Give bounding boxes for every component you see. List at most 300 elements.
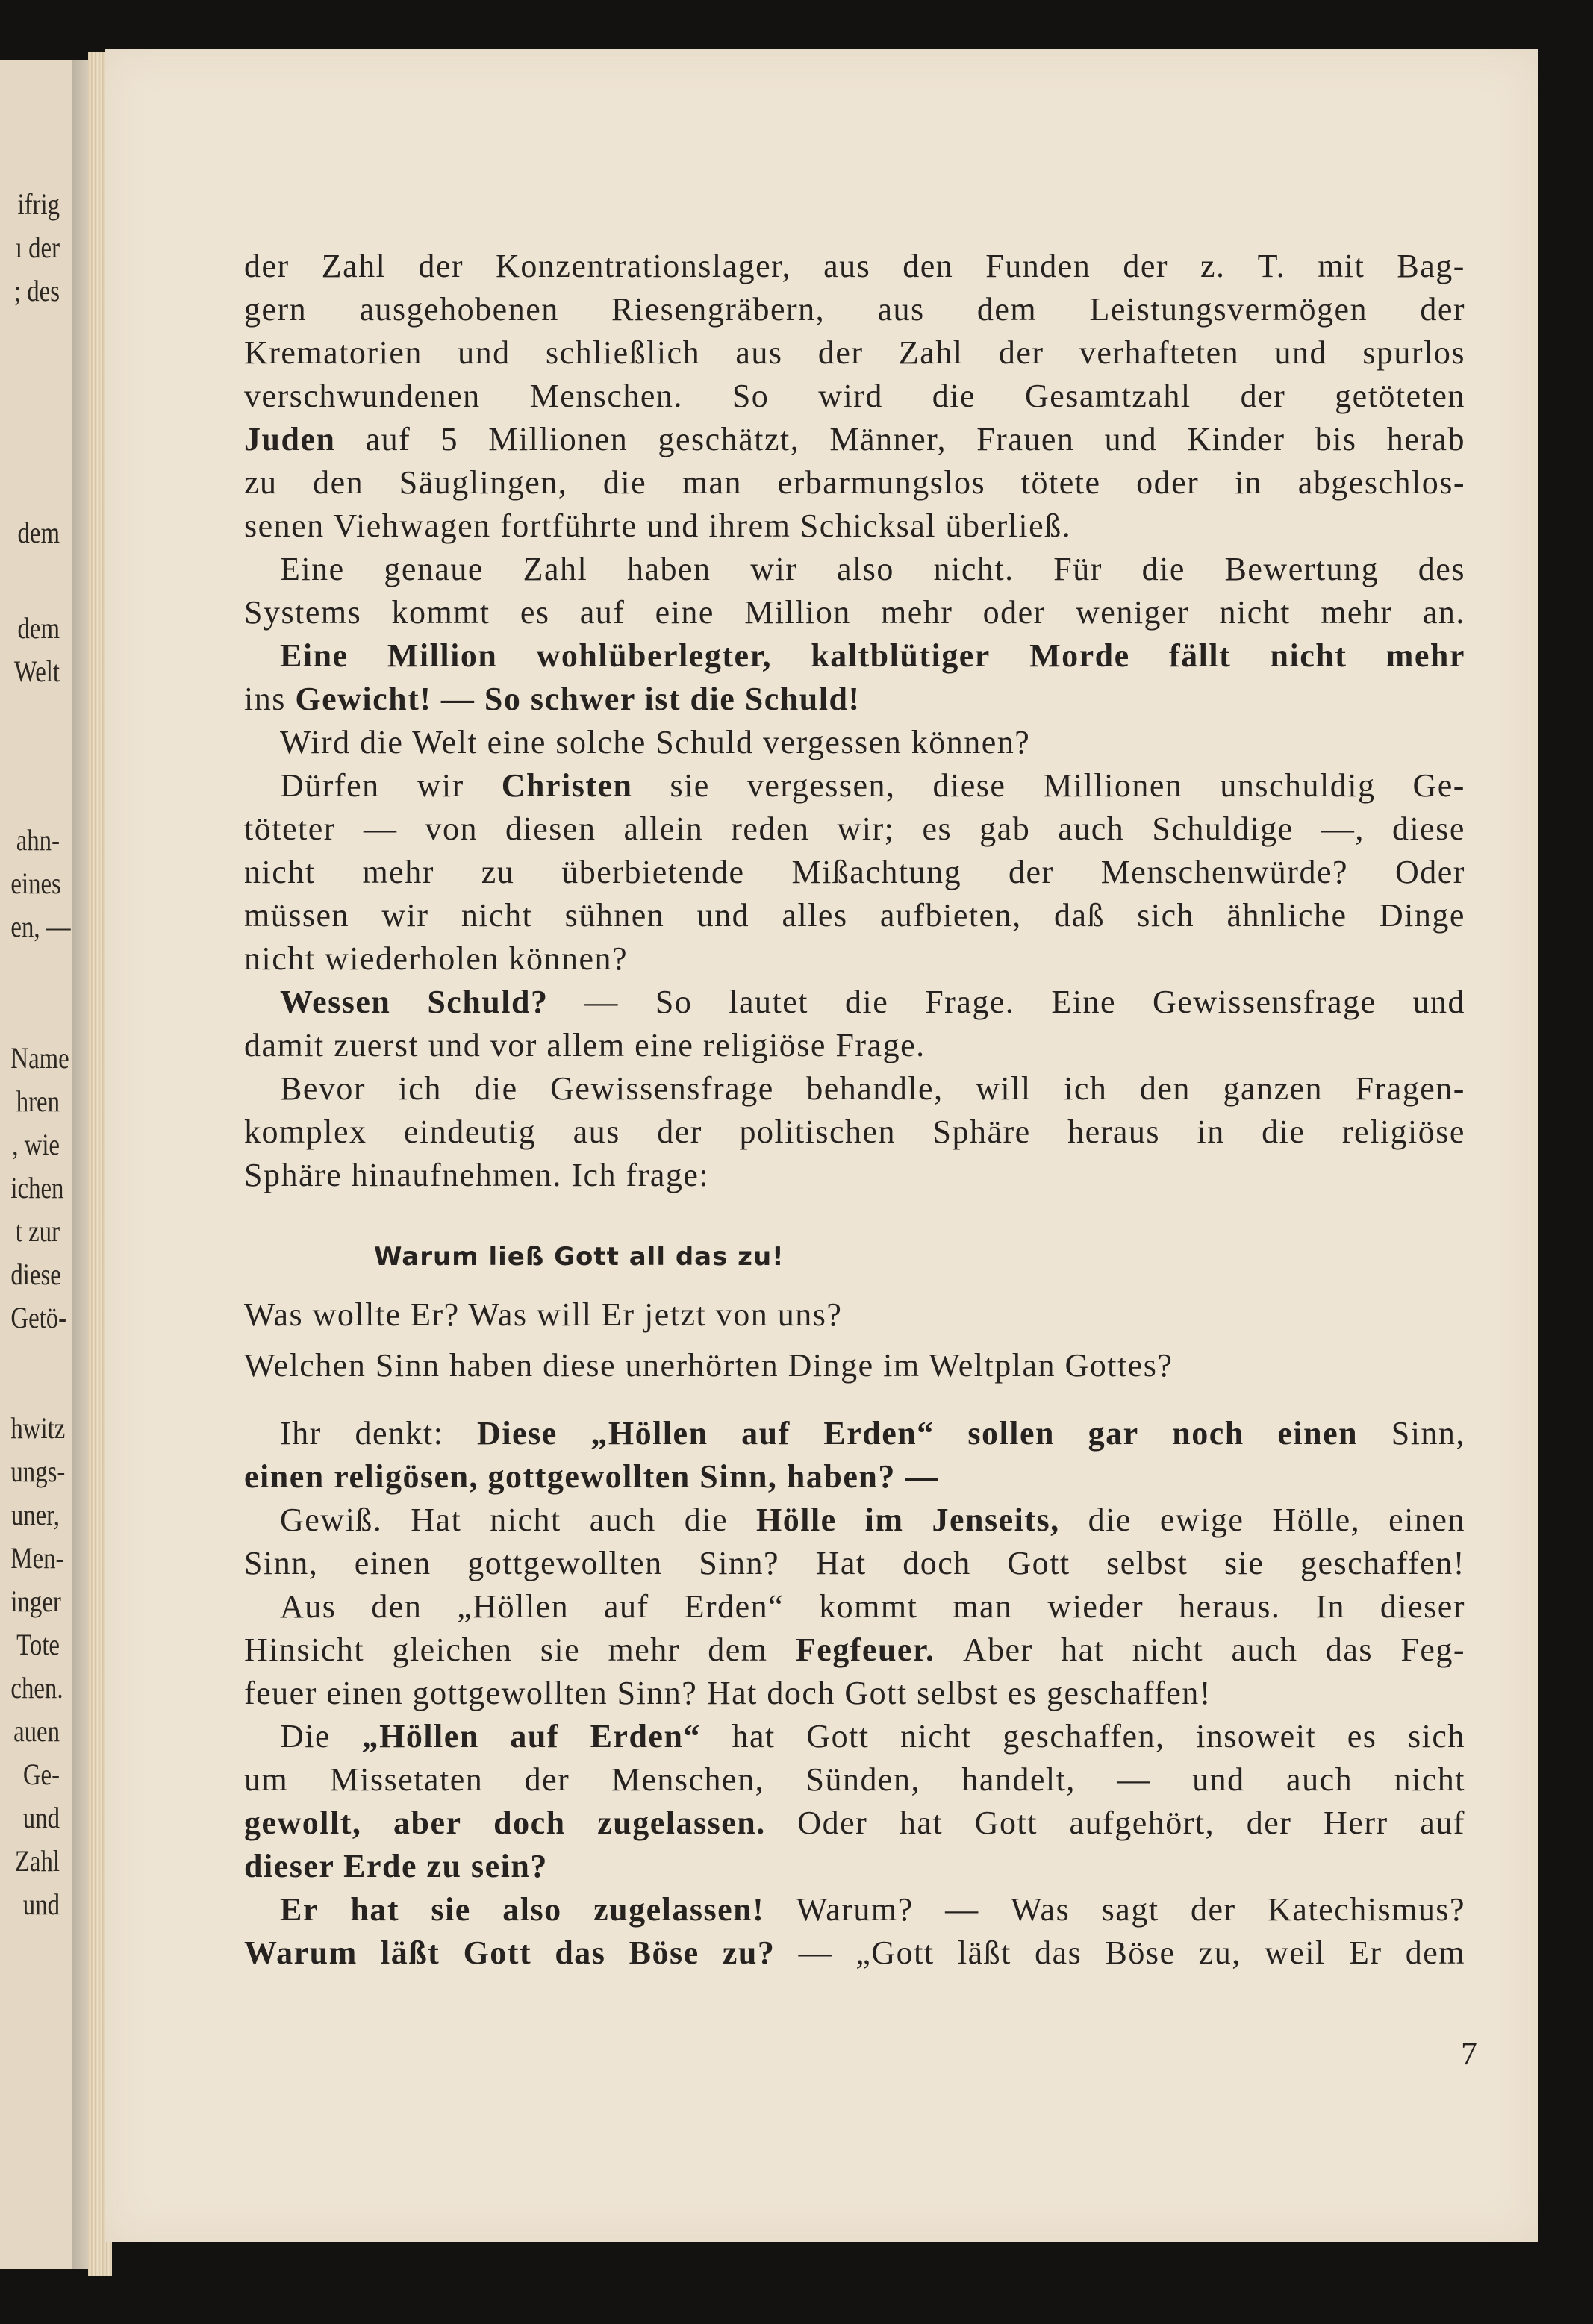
word: Konzentrationslager, <box>496 248 792 284</box>
word: und <box>1412 984 1465 1020</box>
word: töteter <box>244 810 336 847</box>
word: — <box>363 810 398 847</box>
text-line <box>244 331 1465 375</box>
word: oder <box>982 594 1046 631</box>
word: kommt <box>819 1588 918 1625</box>
word: man <box>682 464 743 501</box>
text-line <box>244 894 1465 937</box>
word: sich <box>1407 1718 1465 1755</box>
word: nicht <box>490 1502 561 1538</box>
word: In <box>1315 1588 1345 1625</box>
word: überbietende <box>561 854 745 890</box>
text-line <box>244 1931 1465 1975</box>
word: dem <box>708 1631 768 1668</box>
word: Männer, <box>829 421 947 457</box>
word: Million <box>744 594 851 631</box>
word: Sinn, <box>1391 1415 1465 1452</box>
word: die <box>1262 1113 1306 1150</box>
word: Sinn? <box>699 1545 779 1581</box>
word: Gesamtzahl <box>1024 378 1191 414</box>
word: eindeutig <box>403 1113 537 1150</box>
word: diese <box>1391 810 1465 847</box>
spacer <box>244 1391 1465 1412</box>
text-line <box>244 418 1465 461</box>
word: mehr <box>880 594 953 631</box>
word: hat <box>350 1891 399 1928</box>
word: der <box>998 334 1044 371</box>
word: gab <box>979 810 1031 847</box>
word: die <box>684 1502 729 1538</box>
word: das <box>1035 1934 1082 1971</box>
word: schließlich <box>545 334 701 371</box>
text-line <box>244 548 1465 591</box>
word: Hat <box>411 1502 462 1538</box>
word: wohlüberlegter, <box>536 637 773 674</box>
word: ähnliche <box>1226 897 1347 934</box>
left-page-text-fragment: ichen <box>10 1171 64 1205</box>
word: Feg- <box>1400 1631 1465 1668</box>
word: Bevor <box>280 1070 367 1107</box>
word: Mißachtung <box>791 854 962 890</box>
left-page-text-fragment: , wie <box>12 1128 60 1161</box>
word: Dinge <box>1379 897 1465 934</box>
word: auch <box>1231 1631 1298 1668</box>
word: geschaffen, <box>1003 1718 1165 1755</box>
word: Schuldige <box>1152 810 1294 847</box>
text-line <box>244 1758 1465 1802</box>
word: insoweit <box>1196 1718 1317 1755</box>
text-line <box>244 505 1465 548</box>
text-line <box>244 1888 1465 1931</box>
word: nicht <box>461 897 533 934</box>
left-page-text-fragment: dem <box>17 611 60 645</box>
text-run: ins <box>244 681 296 717</box>
word: heraus <box>1067 1113 1160 1150</box>
word: Erden“ <box>590 1718 701 1755</box>
word: der <box>1123 248 1168 284</box>
word: Böse <box>1105 1934 1176 1971</box>
word: bis <box>1315 421 1357 457</box>
word: aus <box>877 291 925 328</box>
word: wird <box>818 378 883 414</box>
word: gar <box>1088 1415 1139 1452</box>
word: Jenseits, <box>932 1502 1060 1538</box>
word: auf <box>510 1718 559 1755</box>
word: Ihr <box>280 1415 322 1452</box>
word: Hölle <box>756 1502 837 1538</box>
word: der <box>1191 1891 1236 1928</box>
word: Gewiß. <box>280 1502 383 1538</box>
word: man <box>953 1588 1013 1625</box>
word: auch <box>1058 810 1125 847</box>
word: die <box>474 1070 518 1107</box>
left-page-text-fragment: ı der <box>15 231 60 264</box>
word: zu? <box>722 1934 776 1971</box>
text-line <box>244 721 1465 764</box>
word: diesen <box>505 810 596 847</box>
left-page-text-fragment: Zahl <box>14 1844 60 1878</box>
text-run: Wird die Welt eine solche Schuld vergessen können? <box>280 724 1031 760</box>
word: ewige <box>1159 1502 1244 1538</box>
word: Oder <box>1394 854 1465 890</box>
word: gleichen <box>392 1631 513 1668</box>
word: Juden <box>244 421 336 457</box>
word: geschaffen! <box>1300 1545 1465 1581</box>
word: der <box>524 1761 570 1798</box>
left-page-text-fragment: Ge- <box>22 1758 60 1791</box>
word: alles <box>782 897 848 934</box>
text-line <box>244 1802 1465 1845</box>
word: geschätzt, <box>658 421 800 457</box>
word: doch <box>903 1545 971 1581</box>
word: Krematorien <box>244 334 423 371</box>
word: eine <box>655 594 714 631</box>
word: hat <box>732 1718 776 1755</box>
word: die <box>602 464 647 501</box>
left-page-text-fragment: ; des <box>13 274 60 307</box>
word: Kinder <box>1187 421 1285 457</box>
word: Morde <box>1029 637 1130 674</box>
word: tötete <box>1020 464 1101 501</box>
left-page-text-fragment: chen. <box>10 1671 63 1705</box>
section-heading: Warum ließ Gott all das zu! <box>374 1242 785 1272</box>
word: es <box>520 594 550 631</box>
word: Schuld? <box>427 984 549 1020</box>
body-text <box>244 245 1465 1975</box>
word: oder <box>1136 464 1200 501</box>
word: wieder <box>1047 1588 1144 1625</box>
right-page <box>105 49 1538 2242</box>
word: an. <box>1422 594 1465 631</box>
word: Hölle, <box>1272 1502 1361 1538</box>
word: das <box>1325 1631 1374 1668</box>
word: zu <box>481 854 515 890</box>
word: sollen <box>967 1415 1055 1452</box>
text-line <box>244 981 1465 1024</box>
word: auf <box>579 594 626 631</box>
text-run: feuer einen gottgewollten Sinn? Hat doch Gott selbst es geschaffen! <box>244 1675 1212 1711</box>
word: der <box>418 248 464 284</box>
text-line <box>244 1024 1465 1067</box>
word: z. <box>1200 248 1226 284</box>
left-page-text-fragment: Name <box>10 1041 69 1075</box>
word: ich <box>398 1070 442 1107</box>
word: die <box>1141 551 1185 587</box>
word: Sünden, <box>805 1761 920 1798</box>
word: nicht <box>1132 1631 1204 1668</box>
left-page-text-fragment: ungs- <box>10 1455 66 1488</box>
word: um <box>244 1761 289 1798</box>
word: auf <box>365 421 411 457</box>
left-page-text-fragment: Getö- <box>10 1301 67 1334</box>
word: — <box>945 1891 979 1928</box>
word: Warum <box>244 1934 358 1971</box>
question-line-2: Welchen Sinn haben diese unerhörten Dinge im Weltplan Gottes? <box>244 1347 1173 1384</box>
word: ich <box>1064 1070 1108 1107</box>
word: also <box>837 551 894 587</box>
word: gewollt, <box>244 1805 362 1841</box>
left-page-text-fragment: uner, <box>10 1498 60 1531</box>
word: Fragen- <box>1355 1070 1465 1107</box>
word: herab <box>1386 421 1465 457</box>
word: ganzen <box>1223 1070 1324 1107</box>
word: in <box>1197 1113 1225 1150</box>
word: komplex <box>244 1113 367 1150</box>
word: 5 <box>440 421 459 457</box>
word: den <box>371 1588 423 1625</box>
word: Die <box>280 1718 331 1755</box>
word: Leistungsvermögen <box>1089 291 1368 328</box>
word: sich <box>1137 897 1195 934</box>
word: Gott <box>806 1718 870 1755</box>
text-line <box>244 591 1465 634</box>
word: Menschenwürde? <box>1100 854 1349 890</box>
word: einen <box>1388 1502 1465 1538</box>
text-line <box>244 1585 1465 1628</box>
word: Erden“ <box>684 1588 785 1625</box>
word: Frauen <box>976 421 1075 457</box>
word: nicht <box>1394 1761 1465 1798</box>
text-line <box>244 1672 1465 1715</box>
word: wir <box>381 897 429 934</box>
paragraph-block-2 <box>244 1412 1465 1975</box>
word: den <box>903 248 954 284</box>
word: So <box>655 984 693 1020</box>
word: Hinsicht <box>244 1631 365 1668</box>
text-line <box>244 1067 1465 1111</box>
word: der <box>1009 854 1054 890</box>
left-page-text-fragment: eines <box>10 866 61 900</box>
word: nicht <box>900 1718 972 1755</box>
word: Bag- <box>1397 248 1465 284</box>
word: sühnen <box>564 897 665 934</box>
left-page-text-fragment: Welt <box>13 655 60 688</box>
text-line <box>244 1845 1465 1888</box>
word: Missetaten <box>329 1761 484 1798</box>
word: Katechismus? <box>1268 1891 1465 1928</box>
word: den <box>313 464 364 501</box>
word: haben <box>626 551 711 587</box>
word: genaue <box>384 551 484 587</box>
text-line <box>244 634 1465 678</box>
word: und <box>1104 421 1158 457</box>
text-line <box>244 678 1465 721</box>
word: vergessen, <box>746 767 896 804</box>
word: mehr <box>1385 637 1465 674</box>
word: der <box>657 1113 702 1150</box>
text-run: damit zuerst und vor allem eine religiöse Frage. <box>244 1027 926 1063</box>
word: verschwundenen <box>244 378 481 414</box>
page-number: 7 <box>1461 2035 1477 2072</box>
word: auf <box>741 1415 791 1452</box>
text-run: Sphäre hinaufnehmen. Ich frage: <box>244 1157 710 1193</box>
word: sie <box>670 767 710 804</box>
text-line <box>244 937 1465 981</box>
word: auf <box>1420 1805 1465 1841</box>
word: unschuldig <box>1220 767 1376 804</box>
left-page-text-fragment: diese <box>10 1258 61 1291</box>
word: wir <box>750 551 798 587</box>
word: Zahl <box>321 248 387 284</box>
word: sie <box>540 1631 581 1668</box>
word: abgeschlos- <box>1297 464 1465 501</box>
word: zugelassen! <box>593 1891 765 1928</box>
word: kommt <box>391 594 490 631</box>
word: Für <box>1053 551 1103 587</box>
text-line <box>244 1154 1465 1197</box>
word: mehr <box>1321 594 1393 631</box>
left-page-text-fragment: hwitz <box>10 1411 66 1445</box>
word: Eine <box>280 551 345 587</box>
word: kaltblütiger <box>811 637 991 674</box>
word: der <box>1246 1805 1292 1841</box>
word: nicht <box>1219 594 1291 631</box>
word: also <box>502 1891 562 1928</box>
word: aus <box>573 1113 620 1150</box>
paragraph-block-1 <box>244 245 1465 1197</box>
left-page-text-fragment: und <box>22 1801 60 1834</box>
word: politischen <box>739 1113 897 1150</box>
word: Millionen <box>488 421 629 457</box>
word: der <box>1240 378 1286 414</box>
word: es <box>922 810 953 847</box>
text-run: senen Viehwagen fortführte und ihrem Schicksal überließ. <box>244 507 1072 544</box>
word: behandle, <box>806 1070 944 1107</box>
word: sie <box>431 1891 471 1928</box>
word: Zahl <box>523 551 588 587</box>
word: — <box>1117 1761 1151 1798</box>
word: Ge- <box>1412 767 1465 804</box>
word: Er <box>280 1891 319 1928</box>
word: aus <box>823 248 871 284</box>
word: weil <box>1264 1934 1326 1971</box>
word: der <box>244 248 290 284</box>
word: aufbieten, <box>879 897 1022 934</box>
word: dem <box>1405 1934 1465 1971</box>
word: Erden“ <box>823 1415 935 1452</box>
word: weniger <box>1076 594 1190 631</box>
word: hat <box>1061 1631 1105 1668</box>
word: aber <box>393 1805 462 1841</box>
text-line <box>244 1542 1465 1585</box>
word: läßt <box>380 1934 440 1971</box>
word: einen <box>354 1545 431 1581</box>
left-page-text-fragment: hren <box>16 1084 60 1118</box>
word: und <box>1274 334 1327 371</box>
word: lautet <box>729 984 809 1020</box>
word: Diese <box>477 1415 558 1452</box>
text-line <box>244 1111 1465 1154</box>
word: nicht <box>244 854 316 890</box>
left-page-text-fragment: t zur <box>15 1214 60 1248</box>
word: Systems <box>244 594 362 631</box>
word: Zahl <box>898 334 964 371</box>
word: das <box>555 1934 606 1971</box>
word: von <box>425 810 478 847</box>
text-line <box>244 1455 1465 1499</box>
word: Gott <box>1007 1545 1070 1581</box>
word: will <box>976 1070 1032 1107</box>
word: gottgewollten <box>467 1545 663 1581</box>
word: einen <box>1277 1415 1359 1452</box>
word: Was <box>1011 1891 1070 1928</box>
word: Gott <box>974 1805 1038 1841</box>
word: zu <box>244 464 278 501</box>
word: wir; <box>837 810 895 847</box>
left-page-text-fragment: inger <box>10 1584 61 1618</box>
word: Aber <box>962 1631 1033 1668</box>
text-line <box>244 1715 1465 1758</box>
word: auch <box>589 1502 656 1538</box>
left-page-text-fragment: ifrig <box>17 187 60 221</box>
text-run: Gewicht! — So schwer ist die Schuld! <box>295 681 861 717</box>
word: Frage. <box>925 984 1015 1020</box>
word: den <box>1139 1070 1191 1107</box>
word: Million <box>387 637 498 674</box>
word: Menschen. <box>529 378 683 414</box>
word: sie <box>1223 1545 1265 1581</box>
word: reden <box>731 810 810 847</box>
word: T. <box>1257 248 1286 284</box>
word: nicht <box>1270 637 1347 674</box>
word: noch <box>1172 1415 1244 1452</box>
word: spurlos <box>1362 334 1465 371</box>
word: „Höllen <box>361 1718 479 1755</box>
text-line <box>244 851 1465 894</box>
word: diese <box>932 767 1006 804</box>
word: in <box>1234 464 1263 501</box>
word: nicht. <box>933 551 1014 587</box>
word: die <box>1088 1502 1132 1538</box>
left-page-text-fragment: ahn- <box>16 823 60 857</box>
word: dieser <box>1380 1588 1465 1625</box>
word: wir <box>417 767 464 804</box>
word: So <box>732 378 770 414</box>
word: gern <box>244 291 308 328</box>
word: der <box>817 334 864 371</box>
word: denkt: <box>355 1415 444 1452</box>
word: Bewertung <box>1224 551 1380 587</box>
word: verhafteten <box>1079 334 1240 371</box>
word: Riesengräbern, <box>611 291 826 328</box>
word: des <box>1418 551 1465 587</box>
word: und <box>458 334 511 371</box>
word: mit <box>1318 248 1365 284</box>
word: Gewissensfrage <box>550 1070 774 1107</box>
word: Fegfeuer. <box>795 1631 935 1668</box>
word: sagt <box>1101 1891 1159 1928</box>
text-line <box>244 461 1465 505</box>
left-page-text-fragment: dem <box>17 516 60 549</box>
word: auf <box>604 1588 649 1625</box>
word: es <box>1347 1718 1377 1755</box>
word: im <box>864 1502 904 1538</box>
word: Herr <box>1324 1805 1388 1841</box>
word: — <box>584 984 619 1020</box>
word: „Höllen <box>590 1415 708 1452</box>
word: religiöse <box>1341 1113 1465 1150</box>
word: und <box>1192 1761 1245 1798</box>
word: Funden <box>985 248 1091 284</box>
text-line <box>244 1412 1465 1455</box>
left-page-text-fragment: Men- <box>10 1541 64 1575</box>
word: dem <box>976 291 1038 328</box>
text-line <box>244 808 1465 851</box>
left-page-text-fragment: en, — <box>10 910 71 943</box>
text-line <box>244 245 1465 288</box>
text-run: dieser Erde zu sein? <box>244 1848 548 1884</box>
word: erbarmungslos <box>777 464 986 501</box>
